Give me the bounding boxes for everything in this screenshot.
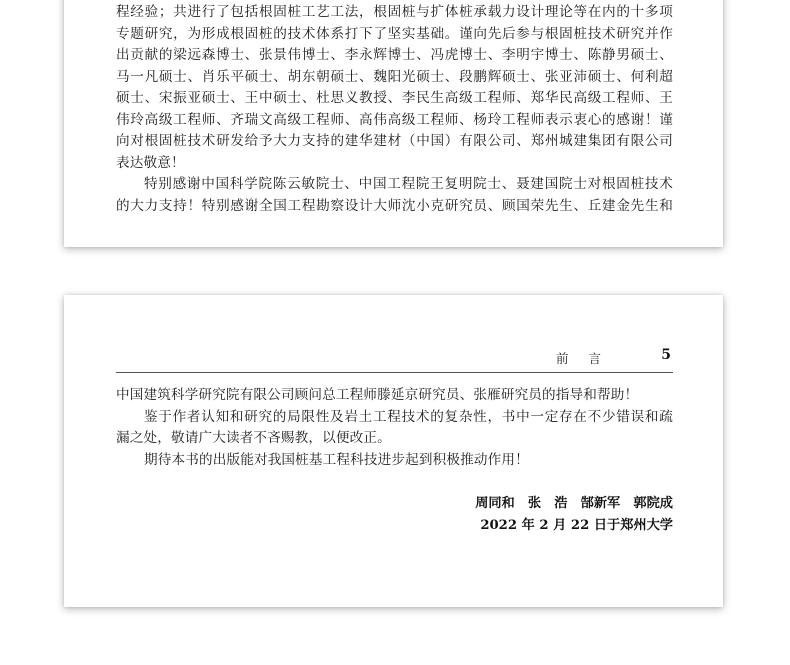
author-signature: 周同和 张 浩 郜新军 郭院成 — [475, 496, 673, 511]
text-line: 的大力支持！特别感谢全国工程勘察设计大师沈小克研究员、顾国荣先生、丘建金先生和 — [116, 197, 673, 214]
document-page-5 — [64, 295, 723, 607]
text-line: 程经验；共进行了包括根固桩工艺工法，根固桩与扩体桩承载力设计理论等在内的十多项 — [116, 4, 673, 20]
text-line: 伟玲高级工程师、齐瑞文高级工程师、高伟高级工程师、杨玲工程师表示衷心的感谢！谨 — [116, 111, 673, 128]
page-number: 5 — [661, 347, 671, 363]
text-line: 向对根固桩技术研发给予大力支持的建华建材（中国）有限公司、郑州城建集团有限公司 — [116, 133, 673, 149]
text-line: 特别感谢中国科学院陈云敏院士、中国工程院王复明院士、聂建国院士对根固桩技术 — [144, 176, 673, 192]
text-line: 马一凡硕士、肖乐平硕士、胡东朝硕士、魏阳光硕士、段鹏辉硕士、张亚沛硕士、何利超 — [116, 68, 673, 85]
signature-date: 2022 年 2 月 22 日于郑州大学 — [480, 518, 673, 533]
text-line: 鉴于作者认知和研究的局限性及岩土工程技术的复杂性，书中一定存在不少错误和疏 — [144, 408, 673, 425]
preface-closing-text — [116, 385, 673, 471]
text-line: 表达敬意！ — [116, 154, 185, 171]
text-line: 硕士、宋振亚硕士、王中硕士、杜思义教授、李民生高级工程师、郑华民高级工程师、王 — [116, 90, 673, 106]
text-line: 期待本书的出版能对我国桩基工程科技进步起到积极推动作用！ — [144, 451, 529, 468]
running-header — [116, 345, 673, 373]
text-line: 漏之处，敬请广大读者不吝赐教，以便改正。 — [116, 430, 391, 446]
document-page-previous — [64, 0, 723, 247]
running-header-title: 前言 — [555, 351, 621, 366]
text-line: 中国建筑科学研究院有限公司顾问总工程师滕延京研究员、张雁研究员的指导和帮助！ — [116, 387, 639, 403]
text-line: 出贡献的梁远森博士、张景伟博士、李永辉博士、冯虎博士、李明宇博士、陈静男硕士、 — [116, 47, 673, 63]
text-line: 专题研究，为形成根固桩的技术体系打下了坚实基础。谨向先后参与根固桩技术研究并作 — [116, 25, 673, 42]
acknowledgement-text — [116, 2, 673, 217]
